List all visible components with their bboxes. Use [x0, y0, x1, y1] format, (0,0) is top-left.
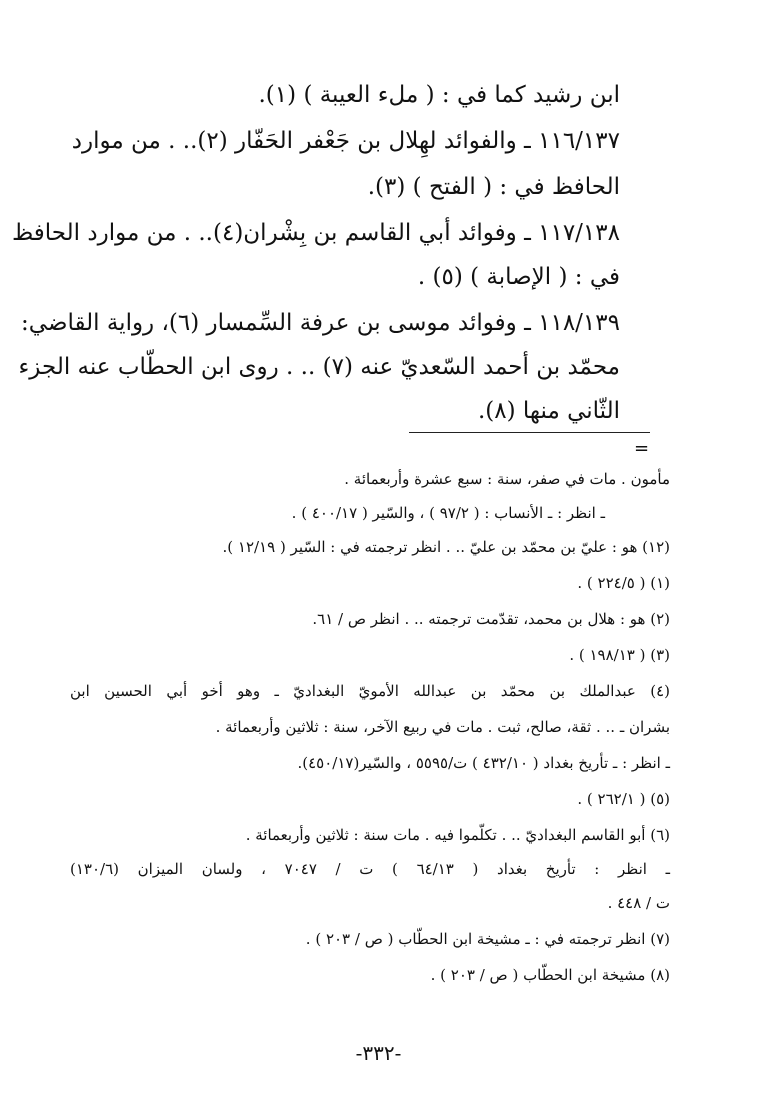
main-line-1: ابن رشيد كما في : ( ملء العيبة ) (١). [258, 82, 620, 108]
footnote-line: ـ انظر : تأريخ بغداد ( ٦٤/١٣ ) ت / ٧٠٤٧ ، ولسان الميزان (١٣٠/٦) [70, 860, 670, 878]
footnote-line: ـ انظر : ـ تأريخ بغداد ( ٤٣٢/١٠ ) ت/٥٥٩٥ ، والسّير(٤٥٠/١٧). [297, 754, 670, 772]
footnote-line: بشران ـ .. . ثقة، صالح، ثبت . مات في ربيع الآخر، سنة : ثلاثين وأربعمائة . [215, 718, 670, 736]
main-line-7: محمّد بن أحمد السّعديّ عنه (٧) .. . روى ابن الحطّاب عنه الجزء [18, 354, 620, 380]
main-line-3: الحافظ في : ( الفتح ) (٣). [367, 174, 620, 200]
footnote-line: (٦) أبو القاسم البغداديّ .. . تكلّموا فيه . مات سنة : ثلاثين وأربعمائة . [245, 826, 670, 844]
footnote-line: ت / ٤٤٨ . [607, 894, 670, 912]
main-line-4: ١١٧/١٣٨ ـ وفوائد أبي القاسم بن بِشْران(٤).. . من موارد الحافظ [11, 220, 620, 246]
footnote-line: (٢) هو : هلال بن محمد، تقدّمت ترجمته .. . انظر ص / ٦١. [312, 610, 670, 628]
main-line-2: ١١٦/١٣٧ ـ والفوائد لهِلال بن جَعْفر الحَفّار (٢).. . من موارد [71, 128, 620, 154]
page-number: -٣٣٢- [355, 1041, 402, 1065]
footnote-line: (٨) مشيخة ابن الحطّاب ( ص / ٢٠٣ ) . [430, 966, 670, 984]
main-line-6: ١١٨/١٣٩ ـ وفوائد موسى بن عرفة السِّمسار (٦)، رواية القاضي: [21, 310, 620, 336]
footnote-line: (١٢) هو : عليّ بن محمّد بن عليّ .. . انظر ترجمته في : السّير ( ١٢/١٩ ). [222, 538, 670, 556]
footnote-line: ـ انظر : ـ الأنساب : ( ٩٧/٢ ) ، والسّير ( ٤٠٠/١٧ ) . [291, 504, 605, 522]
footnote-separator [409, 432, 650, 433]
main-line-8: الثّاني منها (٨). [477, 398, 620, 424]
footnote-line: (٣) ( ١٩٨/١٣ ) . [569, 646, 670, 664]
footnote-line: (٥) ( ٢٦٢/١ ) . [577, 790, 670, 808]
main-line-5: في : ( الإصابة ) (٥) . [417, 264, 620, 290]
footnote-line: مأمون . مات في صفر، سنة : سبع عشرة وأربعمائة . [344, 470, 670, 488]
footnote-line: (١) ( ٢٢٤/٥ ) . [577, 574, 670, 592]
footnote-line: (٧) انظر ترجمته في : ـ مشيخة ابن الحطّاب ( ص / ٢٠٣ ) . [305, 930, 670, 948]
continuation-mark: = [634, 438, 650, 459]
footnote-line: (٤) عبدالملك بن محمّد بن عبدالله الأمويّ البغداديّ ـ وهو أخو أبي الحسين ابن [70, 682, 670, 700]
